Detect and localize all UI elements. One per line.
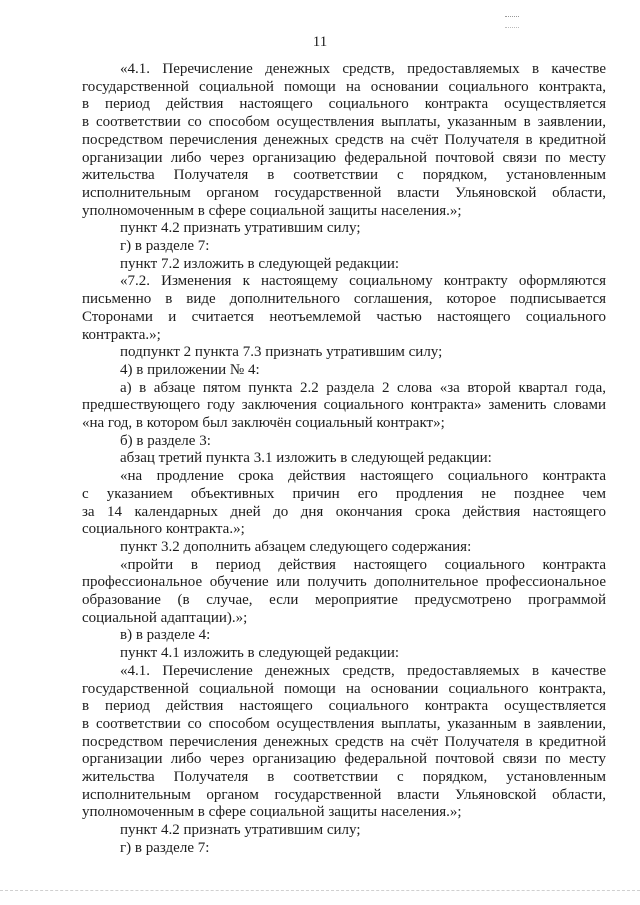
paragraph-first-line: пункт 3.2 дополнить абзацем следующего содержания: [120,538,472,555]
paragraph-line: в соответствии со способом осуществления выплаты, указанным в заявлении, [82,715,606,732]
paragraph-first-line: г) в разделе 7: [120,238,210,254]
paragraph-line: образование (в случае, если мероприятие предусмотрено программой [82,592,606,608]
paragraph-first-line: «на продление срока действия настоящего социального контракта [120,468,606,485]
scan-artifact [505,16,519,28]
paragraph-first-line: а) в абзаце пятом пункта 2.2 раздела 2 слова «за второй квартал года, [120,379,606,396]
paragraph-first-line: пункт 4.2 признать утратившим силу; [120,822,361,839]
paragraph-line: в соответствии со способом осуществления выплаты, указанным в заявлении, [82,114,606,131]
paragraph-line: посредством перечисления денежных средств на счёт Получателя в кредитной [82,733,606,750]
paragraph-first-line: г) в разделе 7: [120,839,210,856]
paragraph-line: с указанием объективных причин его продления не позднее чем [82,485,606,502]
paragraph-line: контракта.»; [82,326,161,343]
paragraph-first-line: подпункт 2 пункта 7.3 признать утратившим силу; [120,344,443,361]
paragraph-line: исполнительным органом государственной власти Ульяновской области, [82,184,606,201]
scan-edge [0,890,640,892]
paragraph-first-line: «4.1. Перечисление денежных средств, предоставляемых в качестве [120,61,606,77]
paragraph-line: организации либо через организацию федеральной почтовой связи по месту [82,751,606,768]
paragraph-line: в период действия настоящего социального контракта осуществляется [82,96,606,113]
paragraph-line: Сторонами и считается неотъемлемой частью настоящего социального [82,308,606,325]
paragraph-line: организации либо через организацию федеральной почтовой связи по месту [82,149,606,166]
paragraph-line: посредством перечисления денежных средств на счёт Получателя в кредитной [82,131,606,148]
paragraph-line: жительства Получателя в соответствии с порядком, установленным [82,167,606,184]
paragraph-first-line: «пройти в период действия настоящего социального контракта [120,556,606,573]
paragraph-line: в период действия настоящего социального контракта осуществляется [82,698,606,715]
paragraph-line: предшествующего году заключения социального контракта» заменить словами [82,397,606,414]
paragraph-first-line: в) в разделе 4: [120,627,211,644]
paragraph-first-line: пункт 4.1 изложить в следующей редакции: [120,645,400,662]
paragraph-line: государственной социальной помощи на основании социального контракта, [82,78,606,95]
paragraph-line: государственной социальной помощи на основании социального контракта, [82,680,606,697]
paragraph-first-line: пункт 7.2 изложить в следующей редакции: [120,255,400,272]
paragraph-line: исполнительным органом государственной власти Ульяновской области, [82,786,606,803]
paragraph-line: за 14 календарных дней до дня окончания срока действия настоящего [82,503,606,520]
paragraph-line: социального контракта.»; [82,521,245,538]
paragraph-line: уполномоченным в сфере социальной защиты населения.»; [82,804,462,821]
paragraph-line: профессиональное обучение или получить дополнительное профессиональное [82,574,606,591]
paragraph-first-line: 4) в приложении № 4: [120,361,260,378]
paragraph-first-line: пункт 4.2 признать утратившим силу; [120,220,361,237]
paragraph-line: письменно в виде дополнительного соглашения, которое подписывается [82,291,606,308]
paragraph-first-line: «4.1. Перечисление денежных средств, предоставляемых в качестве [120,662,606,679]
page-number: 11 [312,34,328,50]
paragraph-line: жительства Получателя в соответствии с порядком, установленным [82,769,606,785]
paragraph-first-line: «7.2. Изменения к настоящему социальному контракту оформляются [120,273,606,290]
paragraph-first-line: абзац третий пункта 3.1 изложить в следующей редакции: [120,450,492,467]
paragraph-line: уполномоченным в сфере социальной защиты населения.»; [82,202,462,219]
paragraph-line: социальной адаптации).»; [82,609,248,626]
paragraph-line: «на год, в котором был заключён социальный контракт»; [82,415,445,431]
paragraph-first-line: б) в разделе 3: [120,432,211,449]
